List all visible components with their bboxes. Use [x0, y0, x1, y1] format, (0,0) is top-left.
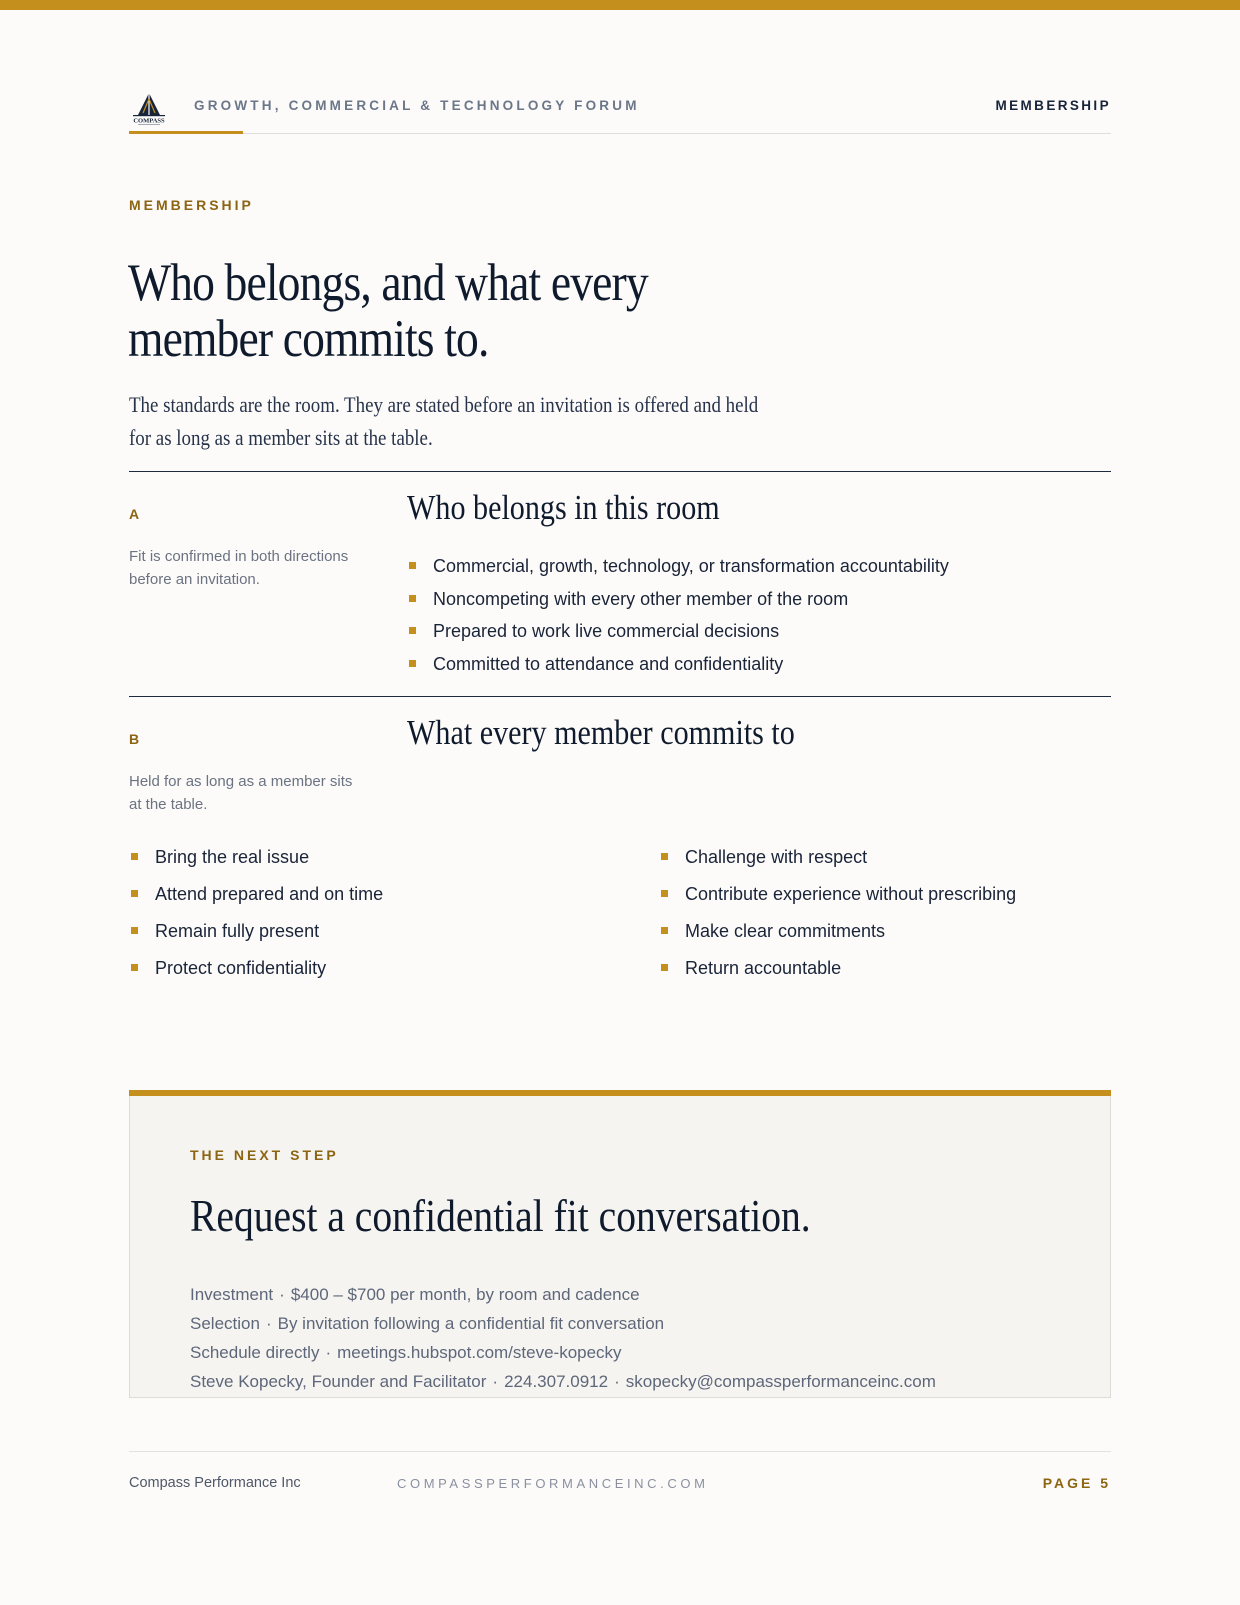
header-divider	[129, 133, 1111, 134]
bullet-square-icon	[661, 927, 668, 934]
footer-divider	[129, 1451, 1111, 1452]
section-a-note: Fit is confirmed in both directions before an invitation.	[129, 548, 349, 588]
section-b-note: Held for as long as a member sits at the table.	[129, 773, 353, 813]
section-b-letter: B	[129, 731, 140, 747]
contact-email-link[interactable]: skopecky@compassperformanceinc.com	[625, 1372, 936, 1391]
list-item: Return accountable	[659, 956, 1016, 993]
compass-logo-icon	[129, 91, 169, 126]
bullet-square-icon	[131, 890, 138, 897]
schedule-line: Schedule directly · meetings.hubspot.com/steve-kopecky	[190, 1343, 622, 1362]
list-item: Committed to attendance and confidentiality	[407, 652, 949, 685]
bullet-square-icon	[661, 964, 668, 971]
contact-line: Steve Kopecky, Founder and Facilitator · 224.307.0912 · skopecky@compassperformanceinc.com	[190, 1372, 936, 1391]
forum-title: GROWTH, COMMERCIAL & TECHNOLOGY FORUM	[194, 98, 640, 113]
page-intro: The standards are the room. They are stated before an invitation is offered and held for as long as a member sits at the table.	[129, 392, 759, 450]
contact-phone[interactable]: 224.307.0912	[504, 1372, 609, 1391]
list-item: Prepared to work live commercial decisions	[407, 619, 949, 652]
svg-text:COMPASS: COMPASS	[133, 117, 165, 125]
bullet-square-icon	[409, 595, 416, 602]
page-header	[129, 86, 1111, 134]
selection-line: Selection · By invitation following a confidential fit conversation	[190, 1314, 665, 1333]
page-number: PAGE 5	[1042, 1475, 1111, 1491]
next-step-eyebrow: THE NEXT STEP	[190, 1147, 339, 1163]
list-item: Contribute experience without prescribing	[659, 882, 1016, 919]
bullet-square-icon	[409, 562, 416, 569]
section-b-right-list	[659, 845, 1016, 993]
bullet-square-icon	[409, 660, 416, 667]
header-accent-line	[129, 131, 243, 134]
section-b-title: What every member commits to	[407, 713, 795, 752]
bullet-square-icon	[131, 964, 138, 971]
section-b-divider	[129, 696, 1111, 697]
next-step-details	[190, 1280, 936, 1396]
section-a-divider	[129, 471, 1111, 472]
bullet-square-icon	[131, 853, 138, 860]
list-item: Noncompeting with every other member of the room	[407, 587, 949, 620]
list-item: Commercial, growth, technology, or transformation accountability	[407, 554, 949, 587]
bullet-square-icon	[409, 627, 416, 634]
list-item: Protect confidentiality	[129, 956, 383, 993]
section-b-left-list	[129, 845, 383, 993]
top-accent-bar	[0, 0, 1240, 10]
section-a-title: Who belongs in this room	[407, 488, 720, 527]
footer-company: Compass Performance Inc	[129, 1475, 301, 1491]
page-title: Who belongs, and what every member commits to.	[128, 254, 648, 368]
footer-website-link[interactable]: COMPASSPERFORMANCEINC.COM	[397, 1476, 709, 1491]
section-a-letter: A	[129, 506, 140, 522]
next-step-title: Request a confidential fit conversation.	[190, 1190, 811, 1241]
header-section-label: MEMBERSHIP	[995, 98, 1111, 113]
list-item: Attend prepared and on time	[129, 882, 383, 919]
bullet-square-icon	[661, 890, 668, 897]
list-item: Make clear commitments	[659, 919, 1016, 956]
section-a-list	[407, 554, 949, 684]
next-step-accent-bar	[129, 1090, 1111, 1096]
list-item: Challenge with respect	[659, 845, 1016, 882]
page-eyebrow: MEMBERSHIP	[129, 197, 254, 213]
list-item: Remain fully present	[129, 919, 383, 956]
schedule-link[interactable]: meetings.hubspot.com/steve-kopecky	[337, 1343, 622, 1362]
list-item: Bring the real issue	[129, 845, 383, 882]
bullet-square-icon	[131, 927, 138, 934]
contact-name: Steve Kopecky, Founder and Facilitator	[190, 1372, 487, 1391]
bullet-square-icon	[661, 853, 668, 860]
investment-line: Investment · $400 – $700 per month, by room and cadence	[190, 1285, 640, 1304]
